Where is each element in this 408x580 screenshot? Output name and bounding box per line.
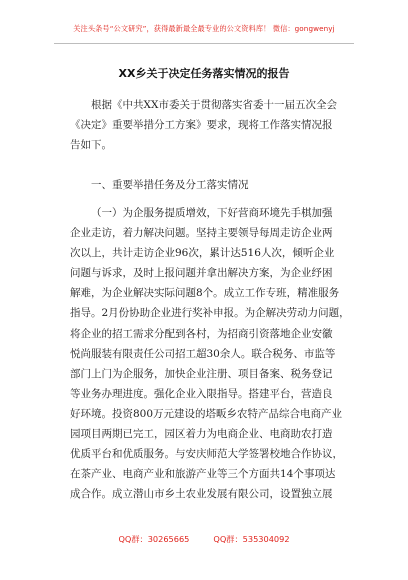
text-line: 次以上，共计走访企业96次，累计达516人次，倾听企业 xyxy=(70,247,335,260)
text-line: 告如下。 xyxy=(70,139,112,152)
body-paragraph xyxy=(70,203,352,504)
text-line: 部门上门为企服务，加快企业注册、项目备案、税务登记 xyxy=(70,367,333,380)
footer-contact xyxy=(0,534,408,545)
text-line: 园项目两期已完工，园区着力为电商企业、电商助农打造 xyxy=(70,428,333,441)
text-line: 悦尚服装有限责任公司招工超30余人。联合税务、市监等 xyxy=(70,347,336,360)
text-line: 等业务办理进度。强化企业入限指导。搭建平台，营造良 xyxy=(70,387,333,400)
text-line: 好环境。投资800万元建设的塔畈乡农特产品综合电商产业 xyxy=(70,407,343,420)
header-notice: 关注头条号“公文研究”，获得最新最全最专业的公文资料库！ 微信：gongwenyj xyxy=(73,24,335,33)
section-heading: 一、重要举措任务及分工落实情况 xyxy=(91,179,249,191)
text-line: 优质平台和优质服务。与安庆师范大学签署校地合作协议， xyxy=(70,448,343,461)
text-line: 解难，为企业解决实际问题8个。成立工作专班，精准服务 xyxy=(70,287,340,300)
text-line: 问题与诉求，及时上报问题并拿出解决方案，为企业纾困 xyxy=(70,267,333,280)
footer-qq-group-1: QQ群：30265665 xyxy=(118,534,190,544)
intro-paragraph xyxy=(70,95,352,155)
document-title: XX乡关于决定任务落实情况的报告 xyxy=(118,67,290,80)
text-line: 《决定》重要举措分工方案》要求，现将工作落实情况报 xyxy=(70,119,333,132)
text-line: 企业走访，着力解决问题。坚持主要领导每周走访企业两 xyxy=(70,227,333,240)
header-divider xyxy=(54,43,354,44)
text-line: （一）为企服务提质增效，下好营商环境先手棋加强 xyxy=(91,207,333,219)
text-line: 指导。2月份协助企业进行奖补申报。为企解决劳动力问题， xyxy=(70,307,350,320)
text-line: 根据《中共XX市委关于贯彻落实省委十一届五次全会 xyxy=(91,99,337,111)
text-line: 将企业的招工需求分配到各村，为招商引资落地企业安徽 xyxy=(70,327,333,340)
text-line: 成合作。成立潜山市乡土农业发展有限公司，设置独立展 xyxy=(70,488,333,501)
footer-qq-group-2: QQ群：535304092 xyxy=(213,534,290,544)
text-line: 在茶产业、电商产业和旅游产业等三个方面共14个事项达 xyxy=(70,468,336,481)
